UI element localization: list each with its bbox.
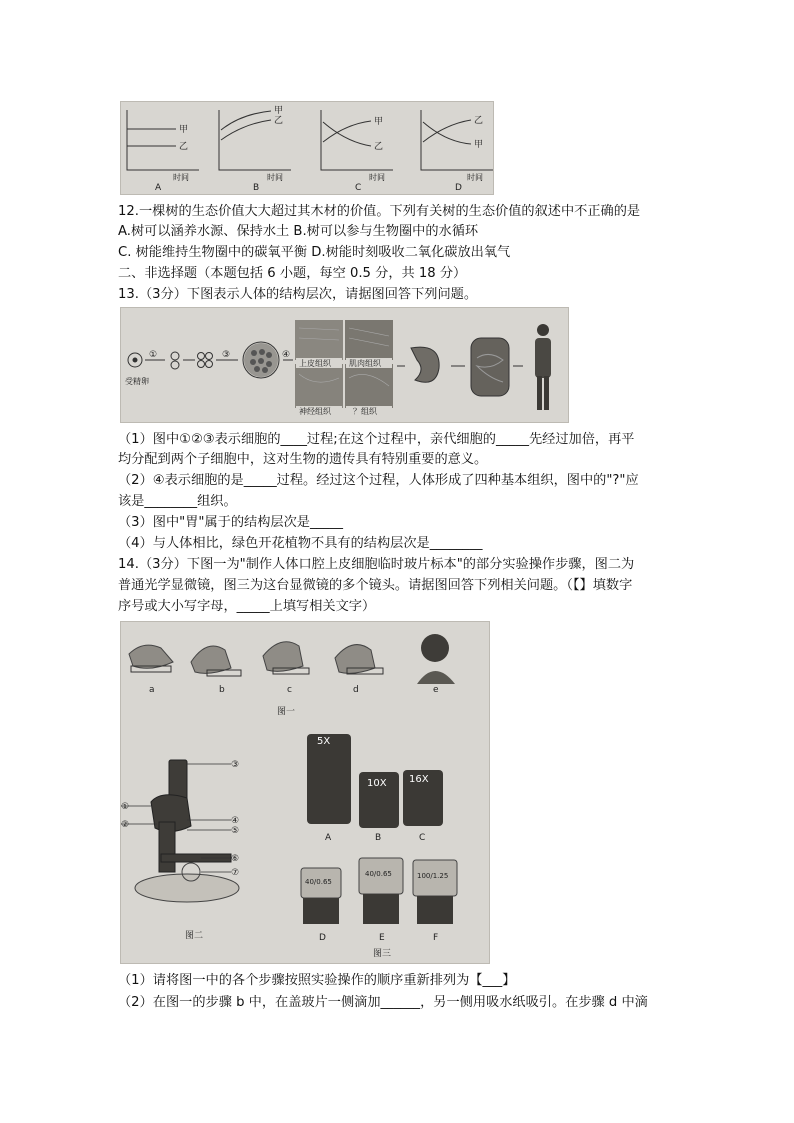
q13-part4: （4）与人体相比，绿色开花植物不具有的结构层次是________ xyxy=(118,536,483,551)
graph-b-xlabel: 时间 xyxy=(267,173,283,182)
q13-part3: （3）图中"胃"属于的结构层次是_____ xyxy=(118,515,343,530)
fig3-title: 图三 xyxy=(373,949,392,959)
eyepiece-b-letter: B xyxy=(375,833,382,843)
q14-stem-line2: 普通光学显微镜，图三为这台显微镜的多个镜头。请据图回答下列相关问题。（【】填数字 xyxy=(118,578,633,593)
scope-label-5: ⑤ xyxy=(231,826,240,836)
scope-label-1: ① xyxy=(121,802,130,812)
scope-label-3: ③ xyxy=(231,760,240,770)
graph-c-top-label: 甲 xyxy=(374,117,384,127)
step-4-label: ④ xyxy=(282,350,291,360)
q13-part2-line1: （2）④表示细胞的是_____过程。经过这个过程，人体形成了四种基本组织，图中的"?"应 xyxy=(118,473,639,488)
scope-label-2: ② xyxy=(121,820,130,830)
nerve-tissue-label: 神经组织 xyxy=(299,407,331,416)
body-structure-figure xyxy=(120,307,569,423)
objective-d-mag: 40/0.65 xyxy=(305,878,332,886)
q13-part2-line2: 该是________组织。 xyxy=(118,494,237,509)
graph-d-letter: D xyxy=(455,183,462,193)
graph-d-bottom-label: 甲 xyxy=(474,140,484,150)
step-3-label: ③ xyxy=(222,350,231,360)
q12-options-cd: C. 树能维持生物圈中的碳氧平衡 D.树能时刻吸收二氧化碳放出氧气 xyxy=(118,245,511,260)
graph-b-bottom-label: 乙 xyxy=(274,116,284,126)
fig1-title: 图一 xyxy=(277,707,296,717)
line-graphs-figure xyxy=(120,101,494,195)
scope-label-4: ④ xyxy=(231,816,240,826)
objective-f-letter: F xyxy=(433,933,439,943)
q12-options-ab: A.树可以涵养水源、保持水土 B.树可以参与生物圈中的水循环 xyxy=(118,224,479,239)
microscope-figure xyxy=(120,621,490,964)
q14-part2: （2）在图一的步骤 b 中，在盖玻片一侧滴加______，另一侧用吸水纸吸引。在步骤 d 中滴 xyxy=(118,995,648,1010)
fig1-step-b: b xyxy=(219,685,225,695)
q14-stem-line1: 14.（3分）下图一为"制作人体口腔上皮细胞临时玻片标本"的部分实验操作步骤，图二为 xyxy=(118,557,635,572)
fig1-step-c: c xyxy=(287,685,292,695)
graph-a-bottom-label: 乙 xyxy=(179,142,189,152)
muscle-tissue-label: 肌肉组织 xyxy=(349,359,381,368)
scope-label-6: ⑥ xyxy=(231,854,240,864)
objective-e-mag: 40/0.65 xyxy=(365,870,392,878)
fig1-step-a: a xyxy=(149,685,155,695)
graph-b-letter: B xyxy=(253,183,260,193)
eyepiece-c-mag: 16X xyxy=(409,774,429,785)
q13-stem: 13.（3分）下图表示人体的结构层次，请据图回答下列问题。 xyxy=(118,287,478,302)
graph-d-xlabel: 时间 xyxy=(467,173,483,182)
eyepiece-a-letter: A xyxy=(325,833,332,843)
objective-d-letter: D xyxy=(319,933,326,943)
graph-d-top-label: 乙 xyxy=(474,116,484,126)
graph-c-xlabel: 时间 xyxy=(369,173,385,182)
epithelial-tissue-label: 上皮组织 xyxy=(299,359,331,368)
fig1-step-e: e xyxy=(433,685,439,695)
q13-part1-line1: （1）图中①②③表示细胞的____过程;在这个过程中，亲代细胞的_____先经过加倍，再平 xyxy=(118,432,635,447)
eyepiece-b-mag: 10X xyxy=(367,778,387,789)
unknown-tissue-label: ？组织 xyxy=(353,407,377,416)
objective-f-mag: 100/1.25 xyxy=(417,872,449,880)
q13-part1-line2: 均分配到两个子细胞中，这对生物的遗传具有特别重要的意义。 xyxy=(118,452,488,467)
q14-stem-line3: 序号或大小写字母，_____上填写相关文字） xyxy=(118,599,376,614)
fertilized-egg-label: 受精卵 xyxy=(125,377,149,386)
graph-b-top-label: 甲 xyxy=(274,106,284,116)
q12-stem: 12.一棵树的生态价值大大超过其木材的价值。下列有关树的生态价值的叙述中不正确的是 xyxy=(118,204,641,219)
fig2-title: 图二 xyxy=(185,931,204,941)
graph-a-top-label: 甲 xyxy=(179,125,189,135)
graph-a-xlabel: 时间 xyxy=(173,173,189,182)
step-1-label: ① xyxy=(149,350,158,360)
objective-e-letter: E xyxy=(379,933,385,943)
graph-c-letter: C xyxy=(355,183,362,193)
fig1-step-d: d xyxy=(353,685,359,695)
eyepiece-a-mag: 5X xyxy=(317,736,331,747)
graph-a-letter: A xyxy=(155,183,162,193)
graph-c-bottom-label: 乙 xyxy=(374,142,384,152)
section-2-heading: 二、非选择题（本题包括 6 小题，每空 0.5 分，共 18 分） xyxy=(118,266,467,281)
scope-label-7: ⑦ xyxy=(231,868,240,878)
q14-part1: （1）请将图一中的各个步骤按照实验操作的顺序重新排列为【___】 xyxy=(118,973,516,988)
eyepiece-c-letter: C xyxy=(419,833,426,843)
